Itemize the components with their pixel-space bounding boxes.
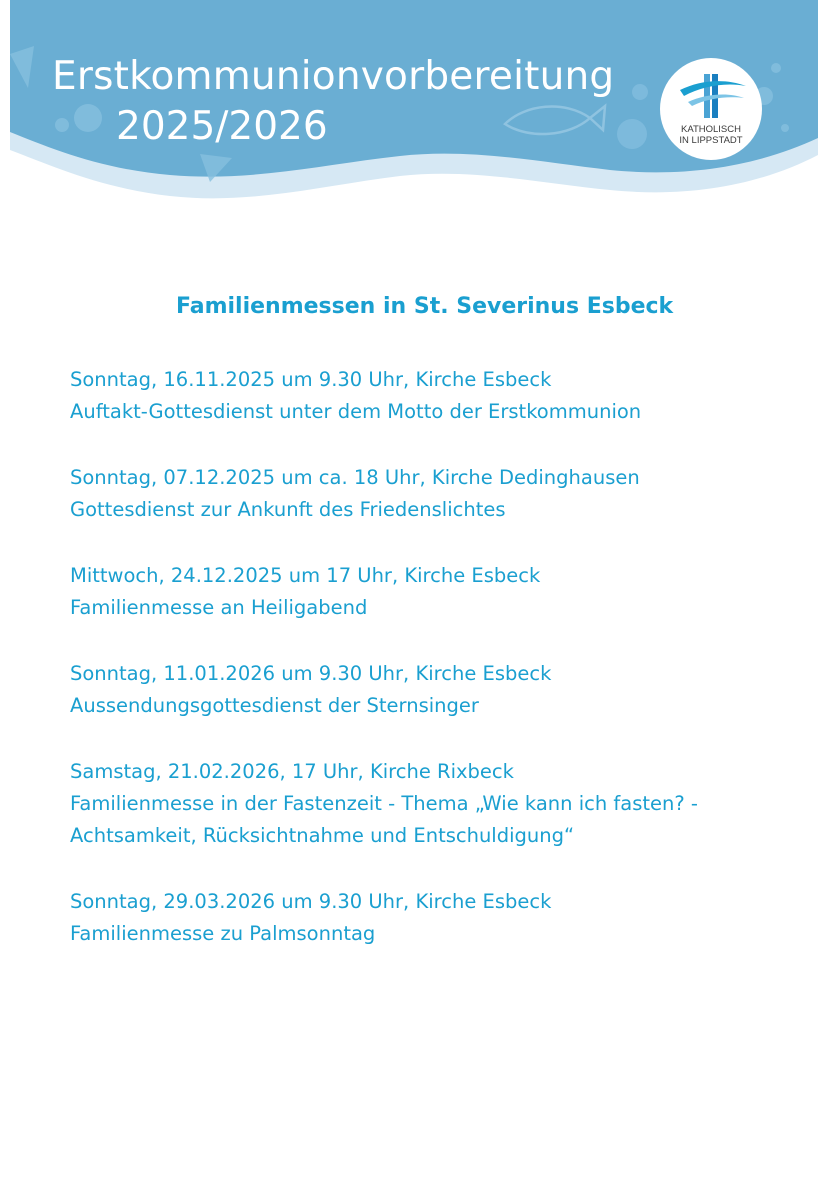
event-description: Familienmesse an Heiligabend (70, 596, 368, 619)
section-heading: Familienmessen in St. Severinus Esbeck (176, 294, 674, 319)
event-date-line: Samstag, 21.02.2026, 17 Uhr, Kirche Rixbeck (70, 760, 514, 783)
event-description: Familienmesse zu Palmsonntag (70, 922, 376, 945)
event-item (70, 658, 810, 722)
event-item (70, 364, 810, 428)
event-description: Aussendungsgottesdienst der Sternsinger (70, 694, 479, 717)
banner-title: Erstkommunionvorbereitung (52, 54, 615, 99)
logo-text-line2: IN LIPPSTADT (679, 135, 743, 146)
header-banner (0, 0, 835, 215)
event-item (70, 462, 810, 526)
event-list (70, 364, 810, 984)
banner-year: 2025/2026 (116, 104, 328, 149)
event-date-line: Sonntag, 11.01.2026 um 9.30 Uhr, Kirche Esbeck (70, 662, 552, 685)
event-date-line: Sonntag, 07.12.2025 um ca. 18 Uhr, Kirche Dedinghausen (70, 466, 640, 489)
logo-text-line1: KATHOLISCH (680, 124, 741, 135)
event-date-line: Mittwoch, 24.12.2025 um 17 Uhr, Kirche Esbeck (70, 564, 541, 587)
event-item (70, 886, 810, 950)
event-item (70, 560, 810, 624)
event-description: Gottesdienst zur Ankunft des Friedenslichtes (70, 498, 506, 521)
katholisch-in-lippstadt-logo (660, 58, 762, 160)
event-description: Familienmesse in der Fastenzeit - Thema „Wie kann ich fasten? - (70, 792, 698, 815)
event-date-line: Sonntag, 29.03.2026 um 9.30 Uhr, Kirche Esbeck (70, 890, 552, 913)
event-date-line: Sonntag, 16.11.2025 um 9.30 Uhr, Kirche Esbeck (70, 368, 552, 391)
event-description: Auftakt-Gottesdienst unter dem Motto der Erstkommunion (70, 400, 642, 423)
event-description-continued: Achtsamkeit, Rücksichtnahme und Entschuldigung“ (70, 824, 575, 847)
event-item (70, 756, 810, 852)
